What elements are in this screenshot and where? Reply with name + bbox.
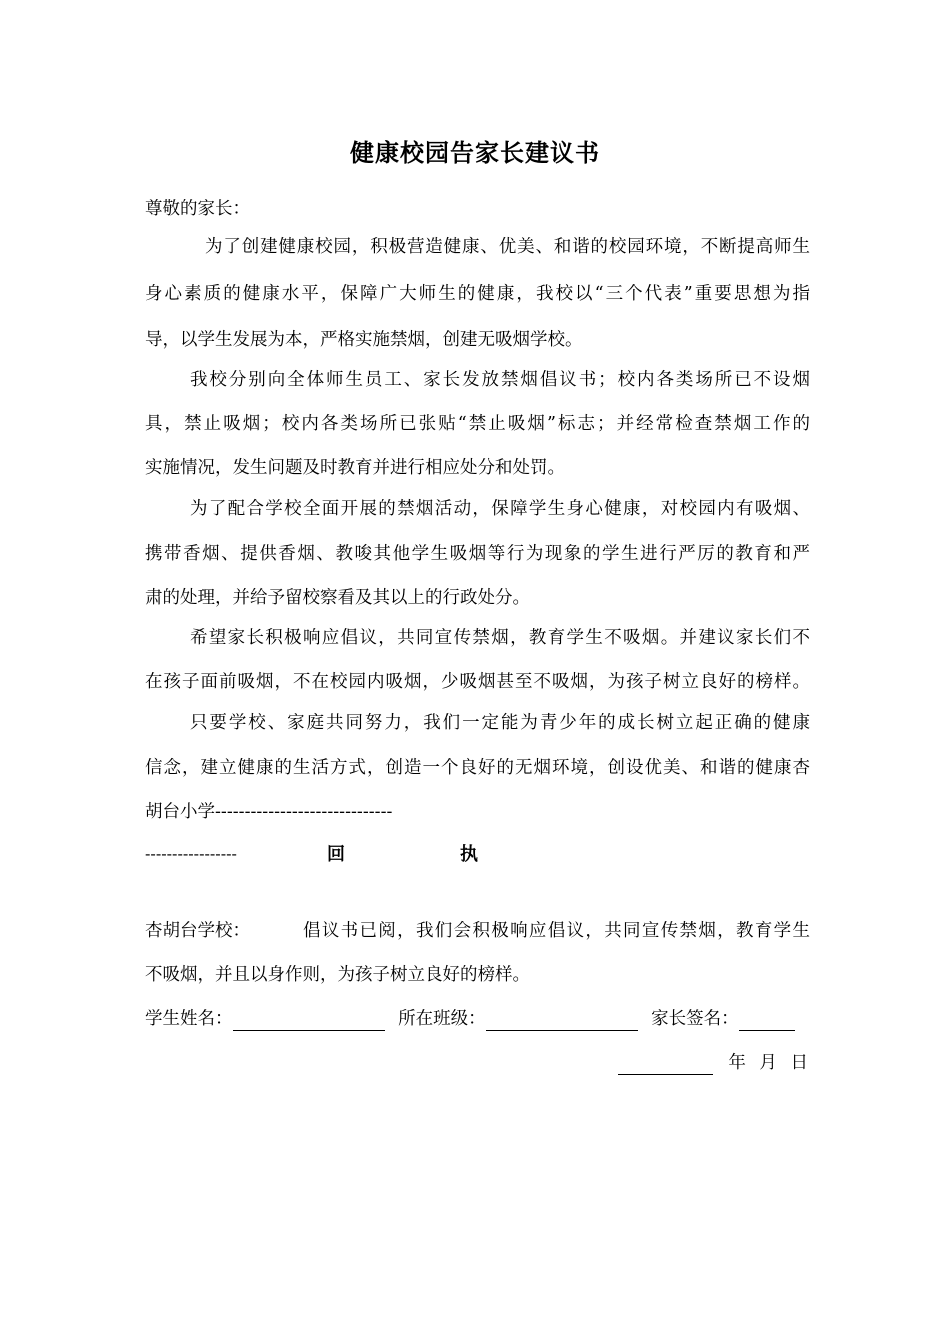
parent-sign-label: 家长签名：	[651, 1009, 739, 1029]
receipt-body-line-2: 不吸烟，并且以身作则，为孩子树立良好的榜样。	[145, 965, 530, 985]
class-label: 所在班级：	[398, 1009, 486, 1029]
date-row	[618, 1051, 808, 1075]
paragraph-4-line-2: 在孩子面前吸烟，不在校园内吸烟，少吸烟甚至不吸烟，为孩子树立良好的榜样。	[145, 672, 810, 692]
receipt-body-line-1: 倡议书已阅，我们会积极响应倡议，共同宣传禁烟，教育学生	[303, 921, 810, 941]
date-month-label: 月	[759, 1053, 777, 1073]
parent-sign-field[interactable]	[739, 1010, 795, 1031]
paragraph-3-line-3: 肃的处理，并给予留校察看及其以上的行政处分。	[145, 588, 530, 608]
receipt-dashes: -----------------	[145, 844, 237, 863]
paragraph-5-line-1: 只要学校、家庭共同努力，我们一定能为青少年的成长树立起正确的健康	[190, 713, 810, 733]
paragraph-2-line-2: 具，禁止吸烟；校内各类场所已张贴“禁止吸烟”标志；并经常检查禁烟工作的	[145, 414, 810, 434]
paragraph-1-line-3: 导，以学生发展为本，严格实施禁烟，创建无吸烟学校。	[145, 330, 583, 350]
paragraph-3-line-1: 为了配合学校全面开展的禁烟活动，保障学生身心健康，对校园内有吸烟、	[190, 499, 810, 519]
receipt-heading-1: 回	[327, 844, 345, 865]
signature-line: 胡台小学------------------------------	[145, 802, 393, 822]
receipt-addressee: 杏胡台学校：	[145, 921, 250, 941]
paragraph-1-line-2: 身心素质的健康水平，保障广大师生的健康，我校以“三个代表”重要思想为指	[145, 284, 810, 304]
receipt-heading-2: 执	[460, 844, 478, 865]
paragraph-4-line-1: 希望家长积极响应倡议，共同宣传禁烟，教育学生不吸烟。并建议家长们不	[190, 628, 810, 648]
date-day-label: 日	[790, 1053, 808, 1073]
date-field[interactable]	[618, 1054, 713, 1075]
paragraph-2-line-3: 实施情况，发生问题及时教育并进行相应处分和处罚。	[145, 458, 565, 478]
student-name-label: 学生姓名：	[145, 1009, 233, 1029]
student-name-field[interactable]	[233, 1010, 385, 1031]
paragraph-3-line-2: 携带香烟、提供香烟、教唆其他学生吸烟等行为现象的学生进行严厉的教育和严	[145, 544, 810, 564]
receipt-signature-row	[145, 1007, 810, 1031]
paragraph-1-line-1: 为了创建健康校园，积极营造健康、优美、和谐的校园环境，不断提高师生	[205, 237, 810, 257]
paragraph-5-line-2: 信念，建立健康的生活方式，创造一个良好的无烟环境，创设优美、和谐的健康杏	[145, 758, 810, 778]
class-field[interactable]	[486, 1010, 638, 1031]
date-year-label: 年	[728, 1053, 746, 1073]
document-title: 健康校园告家长建议书	[350, 138, 600, 167]
paragraph-2-line-1: 我校分别向全体师生员工、家长发放禁烟倡议书；校内各类场所已不设烟	[190, 370, 810, 390]
salutation: 尊敬的家长：	[145, 199, 250, 219]
